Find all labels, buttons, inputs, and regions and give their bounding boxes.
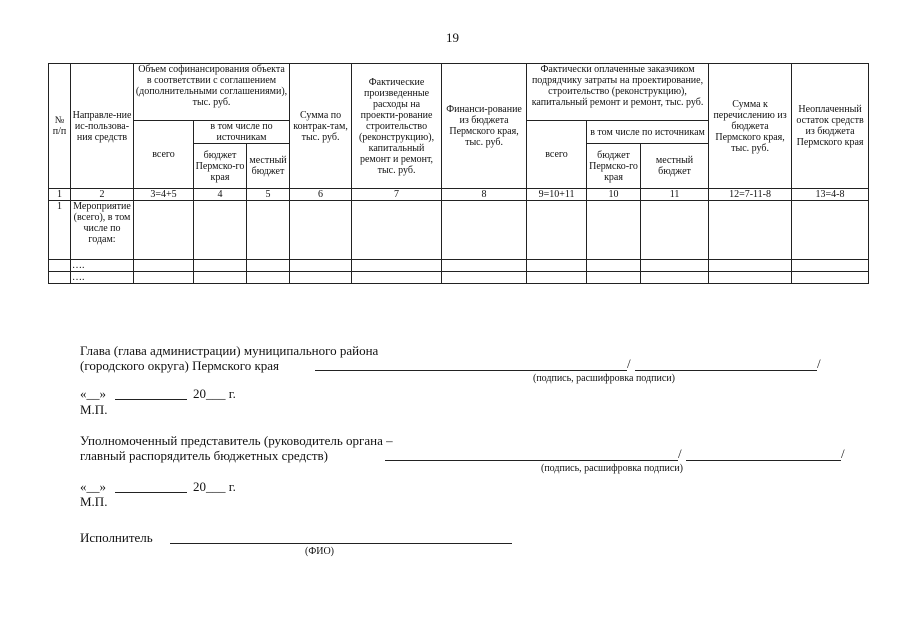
col-number: 7: [352, 189, 442, 201]
row-num: 1: [49, 201, 71, 260]
date-open: «__»: [80, 479, 106, 494]
header-budget-perm-2: бюджет Пермско-го края: [587, 144, 641, 189]
col-number: 3=4+5: [134, 189, 194, 201]
row-ellipsis: ….: [71, 272, 134, 284]
col-number: 4: [194, 189, 247, 201]
date-month-line: [115, 399, 187, 400]
header-budget-local-2: местный бюджет: [641, 144, 709, 189]
header-cofinancing: Объем софинансирования объекта в соответствии с соглашением (дополнительными соглашениями), тыс. руб.: [134, 64, 290, 121]
header-incl-sources-2: в том числе по источникам: [587, 121, 709, 144]
table-row: [49, 201, 869, 260]
stamp-place: М.П.: [80, 494, 108, 509]
row-ellipsis: ….: [71, 260, 134, 272]
column-number-row: [49, 189, 869, 201]
header-direction: Направле-ние ис-пользова-ния средств: [71, 64, 134, 189]
header-total-2: всего: [527, 121, 587, 189]
col-number: 12=7-11-8: [709, 189, 792, 201]
col-number: 1: [49, 189, 71, 201]
header-incl-sources: в том числе по источникам: [194, 121, 290, 144]
header-budget-perm: бюджет Пермско-го края: [194, 144, 247, 189]
stamp-place: М.П.: [80, 402, 108, 417]
col-number: 9=10+11: [527, 189, 587, 201]
signature-line: [385, 460, 678, 461]
col-number: 11: [641, 189, 709, 201]
header-actual-expenses: Фактические произведенные расходы на проекти-рование строительство (реконструкцию), капитальный ремонт и ремонт, тыс. руб.: [352, 64, 442, 189]
header-unpaid-balance: Неоплаченный остаток средств из бюджета Пермского края: [792, 64, 869, 189]
col-number: 10: [587, 189, 641, 201]
signature-caption: (подпись, расшифровка подписи): [541, 463, 683, 474]
col-number: 8: [442, 189, 527, 201]
col-number: 5: [247, 189, 290, 201]
slash: /: [678, 446, 682, 461]
slash: /: [627, 356, 631, 371]
header-contract-sum: Сумма по контрак-там, тыс. руб.: [290, 64, 352, 189]
date-year: 20___ г.: [193, 386, 236, 401]
header-transfer-sum: Сумма к перечислению из бюджета Пермского края, тыс. руб.: [709, 64, 792, 189]
col-number: 13=4-8: [792, 189, 869, 201]
head-title-line2: (городского округа) Пермского края: [80, 358, 280, 373]
rep-title-line2: главный распорядитель бюджетных средств): [80, 448, 329, 463]
page-number: 19: [446, 30, 459, 45]
date-month-line: [115, 492, 187, 493]
executor-label: Исполнитель: [80, 530, 153, 545]
report-table: [48, 63, 869, 284]
col-number: 6: [290, 189, 352, 201]
row-label: Мероприятие (всего), в том числе по годам:: [71, 201, 134, 260]
name-line: [686, 460, 841, 461]
header-actual-paid: Фактически оплаченные заказчиком подрядчику затраты на проектирование, строительство (реконструкцию), капитальный ремонт и ремонт, тыс. руб.: [527, 64, 709, 121]
signature-caption: (подпись, расшифровка подписи): [533, 373, 675, 384]
signature-line: [315, 370, 627, 371]
fio-line: [170, 543, 512, 544]
header-financing: Финанси-рование из бюджета Пермского края, тыс. руб.: [442, 64, 527, 189]
header-num: № п/п: [49, 64, 71, 189]
slash: /: [817, 356, 821, 371]
name-line: [635, 370, 817, 371]
fio-caption: (ФИО): [305, 546, 335, 557]
rep-title-line1: Уполномоченный представитель (руководитель органа –: [80, 433, 393, 448]
slash: /: [841, 446, 845, 461]
header-total: всего: [134, 121, 194, 189]
date-open: «__»: [80, 386, 106, 401]
col-number: 2: [71, 189, 134, 201]
date-year: 20___ г.: [193, 479, 236, 494]
header-budget-local: местный бюджет: [247, 144, 290, 189]
table-row: [49, 272, 869, 284]
table-row: [49, 260, 869, 272]
head-title-line1: Глава (глава администрации) муниципального района: [80, 343, 379, 358]
